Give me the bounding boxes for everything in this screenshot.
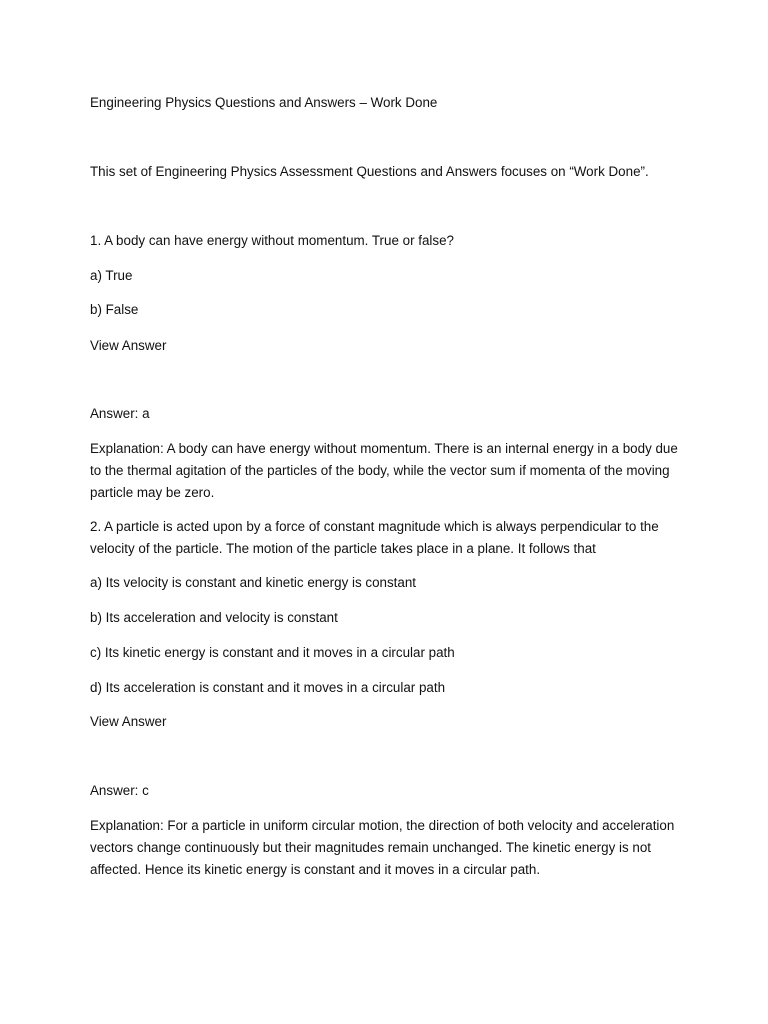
question-2-option-a: a) Its velocity is constant and kinetic energy is constant — [90, 575, 416, 590]
question-2-option-d: d) Its acceleration is constant and it moves in a circular path — [90, 680, 446, 695]
question-1-text: 1. A body can have energy without momentum. True or false? — [90, 233, 454, 248]
question-1-option-a: a) True — [90, 268, 133, 283]
question-1-answer: Answer: a — [90, 406, 150, 421]
question-2-explanation: Explanation: For a particle in uniform circular motion, the direction of both velocity and acceleration vectors change continuously but their magnitudes remain unchanged. The kinetic energy is not affected. Hence its kinetic energy is constant and it moves in a circular path. — [90, 818, 675, 877]
question-2-option-c: c) Its kinetic energy is constant and it moves in a circular path — [90, 645, 455, 660]
question-2-view-answer-link[interactable]: View Answer — [90, 714, 167, 729]
question-1-option-b: b) False — [90, 302, 139, 317]
document-title: Engineering Physics Questions and Answers – Work Done — [90, 95, 438, 110]
document-intro: This set of Engineering Physics Assessment Questions and Answers focuses on “Work Done”. — [90, 164, 649, 179]
question-2-option-b: b) Its acceleration and velocity is constant — [90, 610, 338, 625]
question-1-explanation: Explanation: A body can have energy without momentum. There is an internal energy in a body due to the thermal agitation of the particles of the body, while the vector sum if momenta of the moving particle may be zero. — [90, 441, 678, 500]
question-1-view-answer-link[interactable]: View Answer — [90, 338, 167, 353]
question-2-answer: Answer: c — [90, 783, 149, 798]
question-2-text: 2. A particle is acted upon by a force of constant magnitude which is always perpendicular to the velocity of the particle. The motion of the particle takes place in a plane. It follows that — [90, 519, 659, 556]
